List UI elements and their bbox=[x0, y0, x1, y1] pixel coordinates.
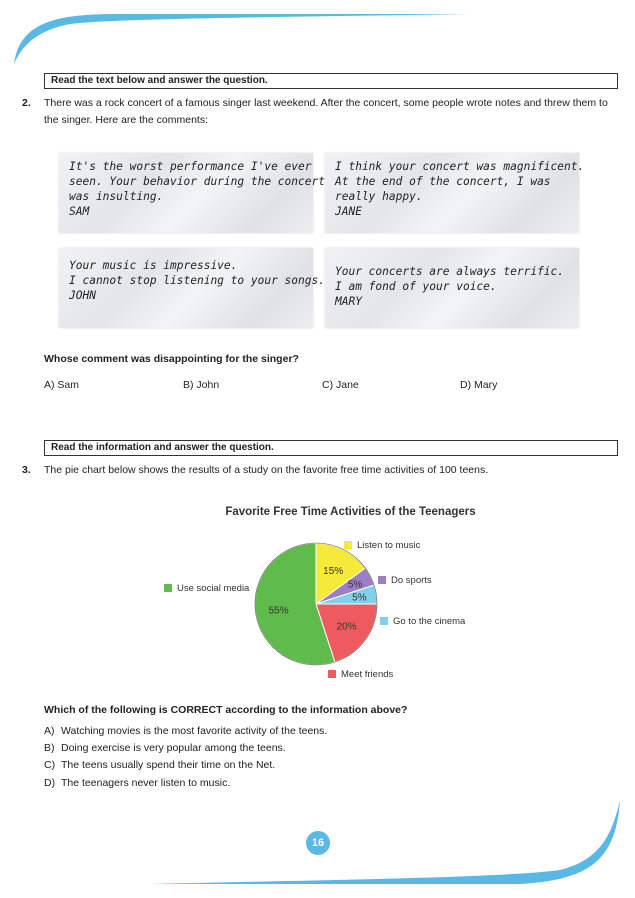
legend-label: Listen to music bbox=[357, 540, 421, 551]
note-line: At the end of the concert, I was bbox=[335, 175, 551, 188]
note-jane bbox=[325, 153, 585, 233]
legend-swatch bbox=[328, 670, 336, 678]
question-3-intro: The pie chart below shows the results of a study on the favorite free time activities of 100 teens. bbox=[44, 464, 489, 476]
legend-swatch bbox=[378, 576, 386, 584]
pie-label-use-social-media: 55% bbox=[268, 605, 289, 617]
option-letter: B) bbox=[44, 742, 55, 754]
note-author: SAM bbox=[69, 205, 90, 218]
option-d[interactable]: D) Mary bbox=[460, 379, 498, 391]
option-text: The teenagers never listen to music. bbox=[61, 777, 231, 789]
pie-label-do-sports: 5% bbox=[347, 579, 363, 591]
legend-go-to-the-cinema bbox=[380, 616, 465, 627]
note-mary bbox=[325, 248, 579, 328]
note-line: Your music is impressive. bbox=[69, 259, 238, 272]
note-line: I am fond of your voice. bbox=[335, 280, 497, 293]
legend-label: Go to the cinema bbox=[393, 616, 466, 627]
question-number-2: 2. bbox=[22, 97, 31, 109]
note-line: It's the worst performance I've ever bbox=[69, 160, 312, 173]
legend-label: Meet friends bbox=[341, 669, 394, 680]
option-letter: A) bbox=[44, 725, 55, 737]
note-author: JOHN bbox=[69, 289, 96, 302]
option-b[interactable] bbox=[44, 740, 286, 757]
option-b[interactable]: B) John bbox=[183, 379, 220, 391]
option-c[interactable] bbox=[44, 757, 275, 774]
note-author: JANE bbox=[335, 205, 362, 218]
chart-title: Favorite Free Time Activities of the Teenagers bbox=[225, 506, 476, 518]
option-c[interactable]: C) Jane bbox=[322, 379, 359, 391]
legend-label: Do sports bbox=[391, 575, 432, 586]
legend-meet-friends bbox=[328, 669, 393, 680]
question-2-intro: There was a rock concert of a famous singer last weekend. After the concert, some people wrote notes and threw them to the singer. Here are the comments: bbox=[44, 97, 608, 126]
note-line: seen. Your behavior during the concert bbox=[69, 175, 325, 188]
question-number-3: 3. bbox=[22, 464, 31, 476]
page-number: 16 bbox=[306, 831, 330, 855]
note-line: I cannot stop listening to your songs. bbox=[69, 274, 325, 287]
option-letter: D) bbox=[44, 777, 56, 789]
section2-header: Read the information and answer the question. bbox=[44, 440, 618, 456]
legend-label: Use social media bbox=[177, 583, 250, 594]
option-a[interactable]: A) Sam bbox=[44, 379, 80, 391]
legend-swatch bbox=[344, 541, 352, 549]
option-text: Doing exercise is very popular among the teens. bbox=[61, 742, 286, 754]
note-line: I think your concert was magnificent. bbox=[335, 160, 585, 173]
question-3-prompt: Which of the following is CORRECT according to the information above? bbox=[44, 704, 408, 716]
pie-label-go-to-the-cinema: 5% bbox=[352, 592, 367, 604]
note-sam bbox=[59, 153, 325, 233]
legend-swatch bbox=[164, 584, 172, 592]
note-line: was insulting. bbox=[69, 190, 164, 203]
legend-use-social-media bbox=[164, 583, 249, 594]
note-john bbox=[59, 248, 325, 328]
option-text: Watching movies is the most favorite activity of the teens. bbox=[61, 725, 328, 737]
legend-listen-to-music bbox=[344, 540, 420, 551]
pie-label-listen-to-music: 15% bbox=[323, 565, 344, 577]
legend-do-sports bbox=[378, 575, 432, 586]
pie-chart bbox=[250, 538, 382, 670]
option-letter: C) bbox=[44, 759, 56, 771]
note-line: Your concerts are always terrific. bbox=[335, 265, 565, 278]
legend-swatch bbox=[380, 617, 388, 625]
note-author: MARY bbox=[335, 295, 362, 308]
question-2-prompt: Whose comment was disappointing for the singer? bbox=[44, 353, 299, 365]
option-d[interactable] bbox=[44, 775, 230, 792]
pie-label-meet-friends: 20% bbox=[336, 621, 357, 633]
option-a[interactable] bbox=[44, 723, 327, 740]
option-text: The teens usually spend their time on the Net. bbox=[61, 759, 276, 771]
section1-header: Read the text below and answer the question. bbox=[44, 73, 618, 89]
note-line: really happy. bbox=[335, 190, 423, 203]
